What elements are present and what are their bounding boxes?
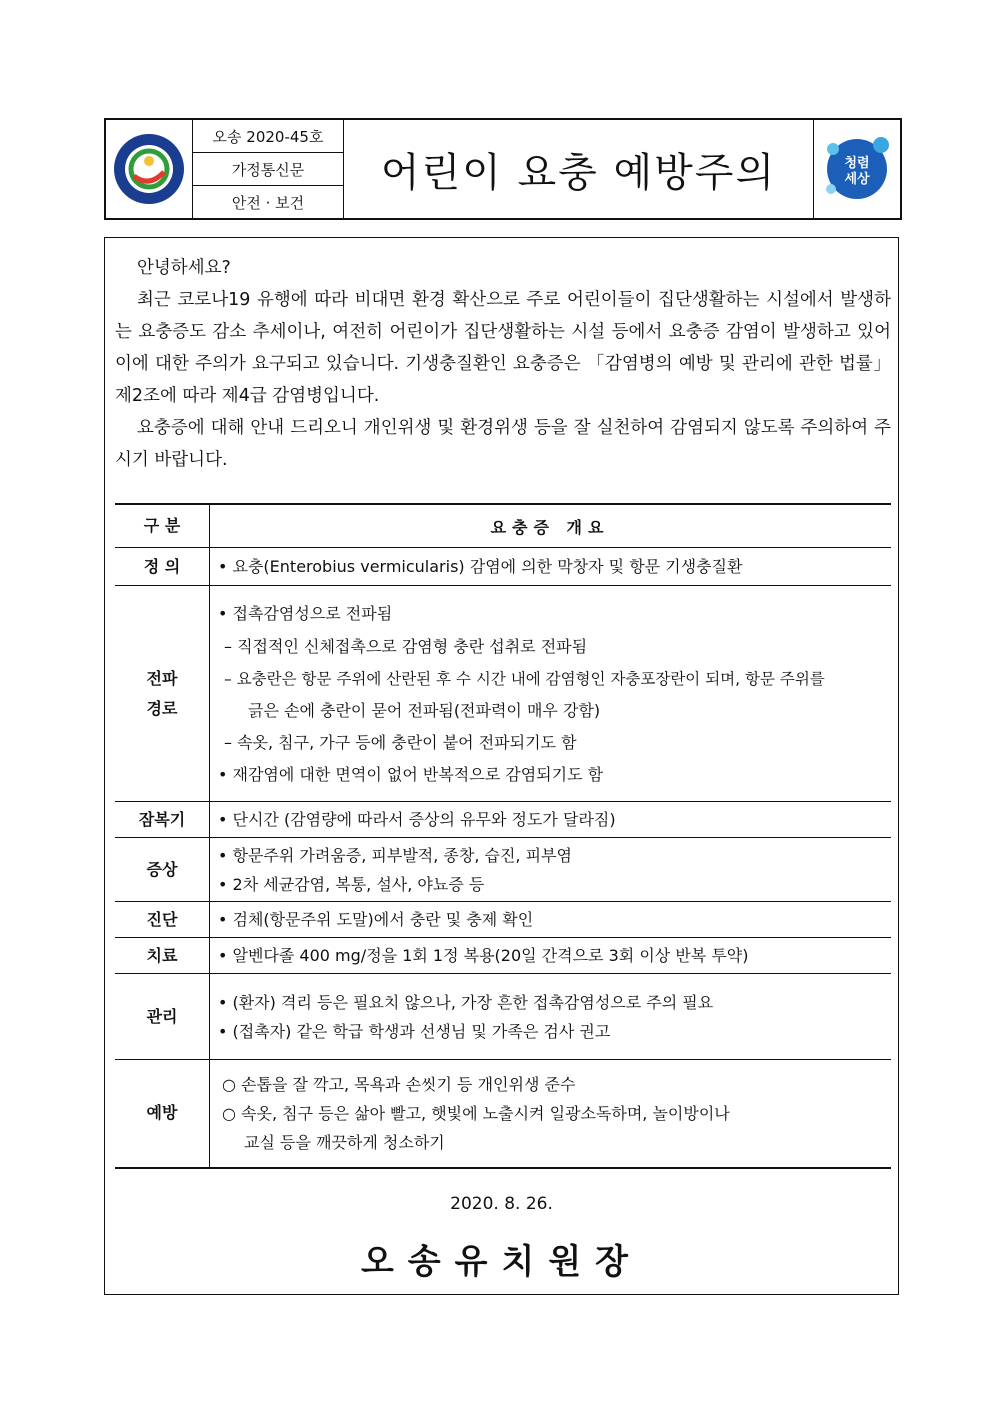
row-label: 정 의 [115, 548, 210, 586]
row-label: 예방 [115, 1060, 210, 1168]
document-meta [193, 120, 344, 218]
intro-paragraph-1: 최근 코로나19 유행에 따라 비대면 환경 확산으로 주로 어린이들이 집단생활하는 시설에서 발생하는 요충증도 감소 추세이나, 여전히 어린이가 집단생활하는 시설 등에서 요충증 감염이 발생하고 있어 이에 대한 주의가 요구되고 있습니다. 기생충질환인 요충증은 「감염병의 예방 및 관리에 관한 법률」 제2조에 따라 제4급 감염병입니다. [115, 290, 891, 406]
row-label: 잠복기 [115, 802, 210, 838]
table-row-incubation [115, 802, 891, 838]
table-row-treatment [115, 938, 891, 974]
table-header-row [115, 504, 891, 548]
issue-date: 2020. 8. 26. [450, 1194, 553, 1214]
table-row-prevention [115, 1060, 891, 1168]
row-label: 관리 [115, 974, 210, 1060]
row-label-text: 전파 경로 [146, 668, 178, 718]
row-text: • 재감염에 대한 면역이 없어 반복적으로 감염되기도 함 [218, 764, 604, 784]
row-text: 긁은 손에 충란이 묻어 전파됨(전파력이 매우 강함) [248, 700, 601, 720]
signature: 오송유치원장 [360, 1242, 643, 1282]
kindergarten-logo [106, 120, 193, 218]
svg-text:청렴: 청렴 [844, 156, 870, 171]
table-row-symptoms [115, 838, 891, 902]
row-text: • (환자) 격리 등은 필요치 않으나, 가장 흔한 접촉감염성으로 주의 필요 [218, 992, 714, 1012]
row-text: – 요충란은 항문 주위에 산란된 후 수 시간 내에 감염형인 자충포장란이 되며, 항문 주위를 [224, 669, 825, 688]
row-text: ○ 속옷, 침구 등은 삶아 빨고, 햇빛에 노출시켜 일광소독하며, 놀이방이나 [222, 1103, 730, 1123]
row-label: 진단 [115, 902, 210, 938]
document-type: 가정통신문 [193, 153, 343, 186]
table-row-transmission [115, 586, 891, 802]
row-text: – 속옷, 침구, 가구 등에 충란이 붙어 전파되기도 함 [224, 732, 577, 752]
intro-paragraph-2: 요충증에 대해 안내 드리오니 개인위생 및 환경위생 등을 잘 실천하여 감염되지 않도록 주의하여 주시기 바랍니다. [115, 418, 891, 470]
row-text: • 항문주위 가려움증, 피부발적, 종창, 습진, 피부염 [218, 845, 572, 865]
kindergarten-logo-icon [112, 132, 186, 206]
row-text: • 단시간 (감염량에 따라서 증상의 유무와 정도가 달라짐) [218, 810, 616, 829]
row-text: 교실 등을 깨끗하게 청소하기 [244, 1132, 445, 1152]
page-title: 어린이 요충 예방주의 [344, 120, 814, 218]
table-row-definition [115, 548, 891, 586]
row-text: ○ 손톱을 잘 깍고, 목욕과 손씻기 등 개인위생 준수 [222, 1074, 576, 1094]
intro-text [115, 252, 891, 476]
main-content [104, 237, 899, 1295]
document-number: 오송 2020-45호 [193, 120, 343, 153]
table-header-overview: 요충증 개요 [210, 504, 892, 548]
row-label: 증상 [115, 838, 210, 902]
integrity-emblem-icon [819, 131, 895, 207]
row-text: • 검체(항문주위 도말)에서 충란 및 충제 확인 [218, 910, 534, 929]
row-label [115, 586, 210, 802]
document-category: 안전 · 보건 [231, 193, 305, 212]
table-header-category: 구 분 [115, 504, 210, 548]
svg-text:세상: 세상 [844, 172, 870, 187]
pinworm-overview-table [115, 503, 891, 1169]
row-text: • 접촉감염성으로 전파됨 [218, 603, 393, 623]
document-header [104, 118, 902, 220]
table-row-management [115, 974, 891, 1060]
row-text: • 요충(Enterobius vermicularis) 감염에 의한 막창자 및 항문 기생충질환 [218, 557, 743, 576]
greeting: 안녕하세요? [137, 258, 231, 278]
row-text: • 2차 세균감염, 복통, 설사, 야뇨증 등 [218, 874, 485, 894]
row-text: – 직접적인 신체접촉으로 감염형 충란 섭취로 전파됨 [224, 636, 588, 656]
row-label: 치료 [115, 938, 210, 974]
integrity-emblem [814, 120, 900, 218]
row-text: • (접촉자) 같은 학급 학생과 선생님 및 가족은 검사 권고 [218, 1021, 611, 1041]
row-text: • 알벤다졸 400 mg/정을 1회 1정 복용(20일 간격으로 3회 이상 반복 투약) [218, 946, 749, 965]
table-row-diagnosis [115, 902, 891, 938]
